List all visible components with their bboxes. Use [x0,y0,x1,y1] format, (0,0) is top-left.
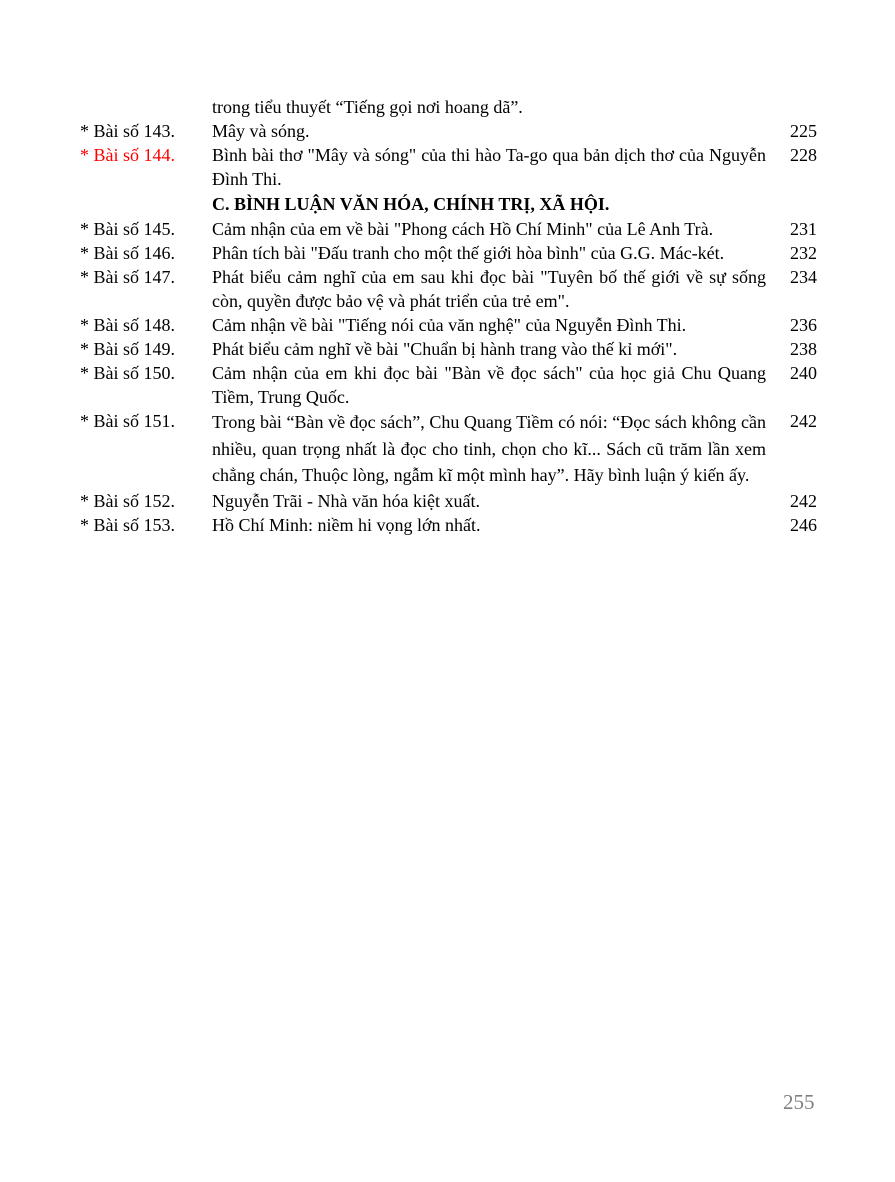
toc-entry-title: Phát biểu cảm nghĩ của em sau khi đọc bài "Tuyên bố thế giới về sự sống còn, quyền được bảo vệ và phát triển của trẻ em". [212,267,766,311]
toc-entry-title: trong tiểu thuyết “Tiếng gọi nơi hoang dã”. [212,97,523,117]
toc-entry [80,241,820,265]
toc-entry-number: * Bài số 143. [80,121,176,141]
toc-entry-page: 242 [790,411,817,431]
toc-entry-number: * Bài số 153. [80,514,176,535]
toc-entry-title: Trong bài “Bàn về đọc sách”, Chu Quang Tiềm có nói: “Đọc sách không cần nhiều, quan trọng nhất là đọc cho tinh, chọn cho kĩ... Sách cũ trăm lần xem chẳng chán, Thuộc lòng, ngẫm kĩ một mình hay”. Hãy bình luận ý kiến ấy. [212,412,766,485]
toc-entry [80,143,820,191]
toc-entry-number: * Bài số 149. [80,339,176,359]
table-of-contents [80,95,820,537]
section-heading-row [80,191,820,217]
toc-entry-number: * Bài số 150. [80,363,176,383]
toc-entry [80,217,820,241]
toc-entry-page: 236 [790,315,817,335]
toc-continued-line [80,95,820,119]
toc-entry-number: * Bài số 151. [80,411,176,431]
toc-entry [80,361,820,409]
section-heading: C. BÌNH LUẬN VĂN HÓA, CHÍNH TRỊ, XÃ HỘI. [212,194,610,214]
toc-entry-page: 246 [790,514,817,535]
toc-entry-page: 238 [790,339,817,359]
toc-entry-page: 225 [790,121,817,141]
toc-entry-number: * Bài số 145. [80,219,176,239]
toc-entry-number: * Bài số 144. [80,145,176,165]
toc-entry-page: 240 [790,363,817,383]
toc-entry-page: 228 [790,145,817,165]
toc-entry-title: Cảm nhận về bài "Tiếng nói của văn nghệ" của Nguyễn Đình Thi. [212,315,687,335]
toc-entry-page: 232 [790,243,817,263]
toc-entry [80,313,820,337]
toc-entry-title: Phân tích bài "Đấu tranh cho một thế giới hòa bình" của G.G. Mác-két. [212,243,725,263]
toc-entry [80,119,820,143]
toc-entry [80,265,820,313]
toc-entry [80,409,820,489]
toc-entry-title: Hồ Chí Minh: niềm hi vọng lớn nhất. [212,514,481,535]
toc-entry-title: Mây và sóng. [212,121,310,141]
toc-entry-number: * Bài số 147. [80,267,176,287]
toc-entry-title: Bình bài thơ "Mây và sóng" của thi hào Ta-go qua bản dịch thơ của Nguyễn Đình Thi. [212,145,766,189]
toc-entry-title: Nguyễn Trãi - Nhà văn hóa kiệt xuất. [212,490,480,511]
toc-entry [80,489,820,513]
toc-entry-title: Cảm nhận của em khi đọc bài "Bàn về đọc sách" của học giả Chu Quang Tiềm, Trung Quốc. [212,363,766,407]
page-number: 255 [783,1090,815,1114]
toc-entry-number: * Bài số 146. [80,243,176,263]
toc-entry [80,337,820,361]
toc-entry-number: * Bài số 152. [80,490,176,511]
toc-entry-page: 242 [790,490,817,511]
toc-entry [80,513,820,537]
toc-entry-page: 231 [790,219,817,239]
toc-entry-title: Cảm nhận của em về bài "Phong cách Hồ Chí Minh" của Lê Anh Trà. [212,219,714,239]
toc-entry-number: * Bài số 148. [80,315,176,335]
toc-entry-title: Phát biểu cảm nghĩ về bài "Chuẩn bị hành trang vào thế kỉ mới". [212,339,678,359]
toc-entry-page: 234 [790,267,817,287]
